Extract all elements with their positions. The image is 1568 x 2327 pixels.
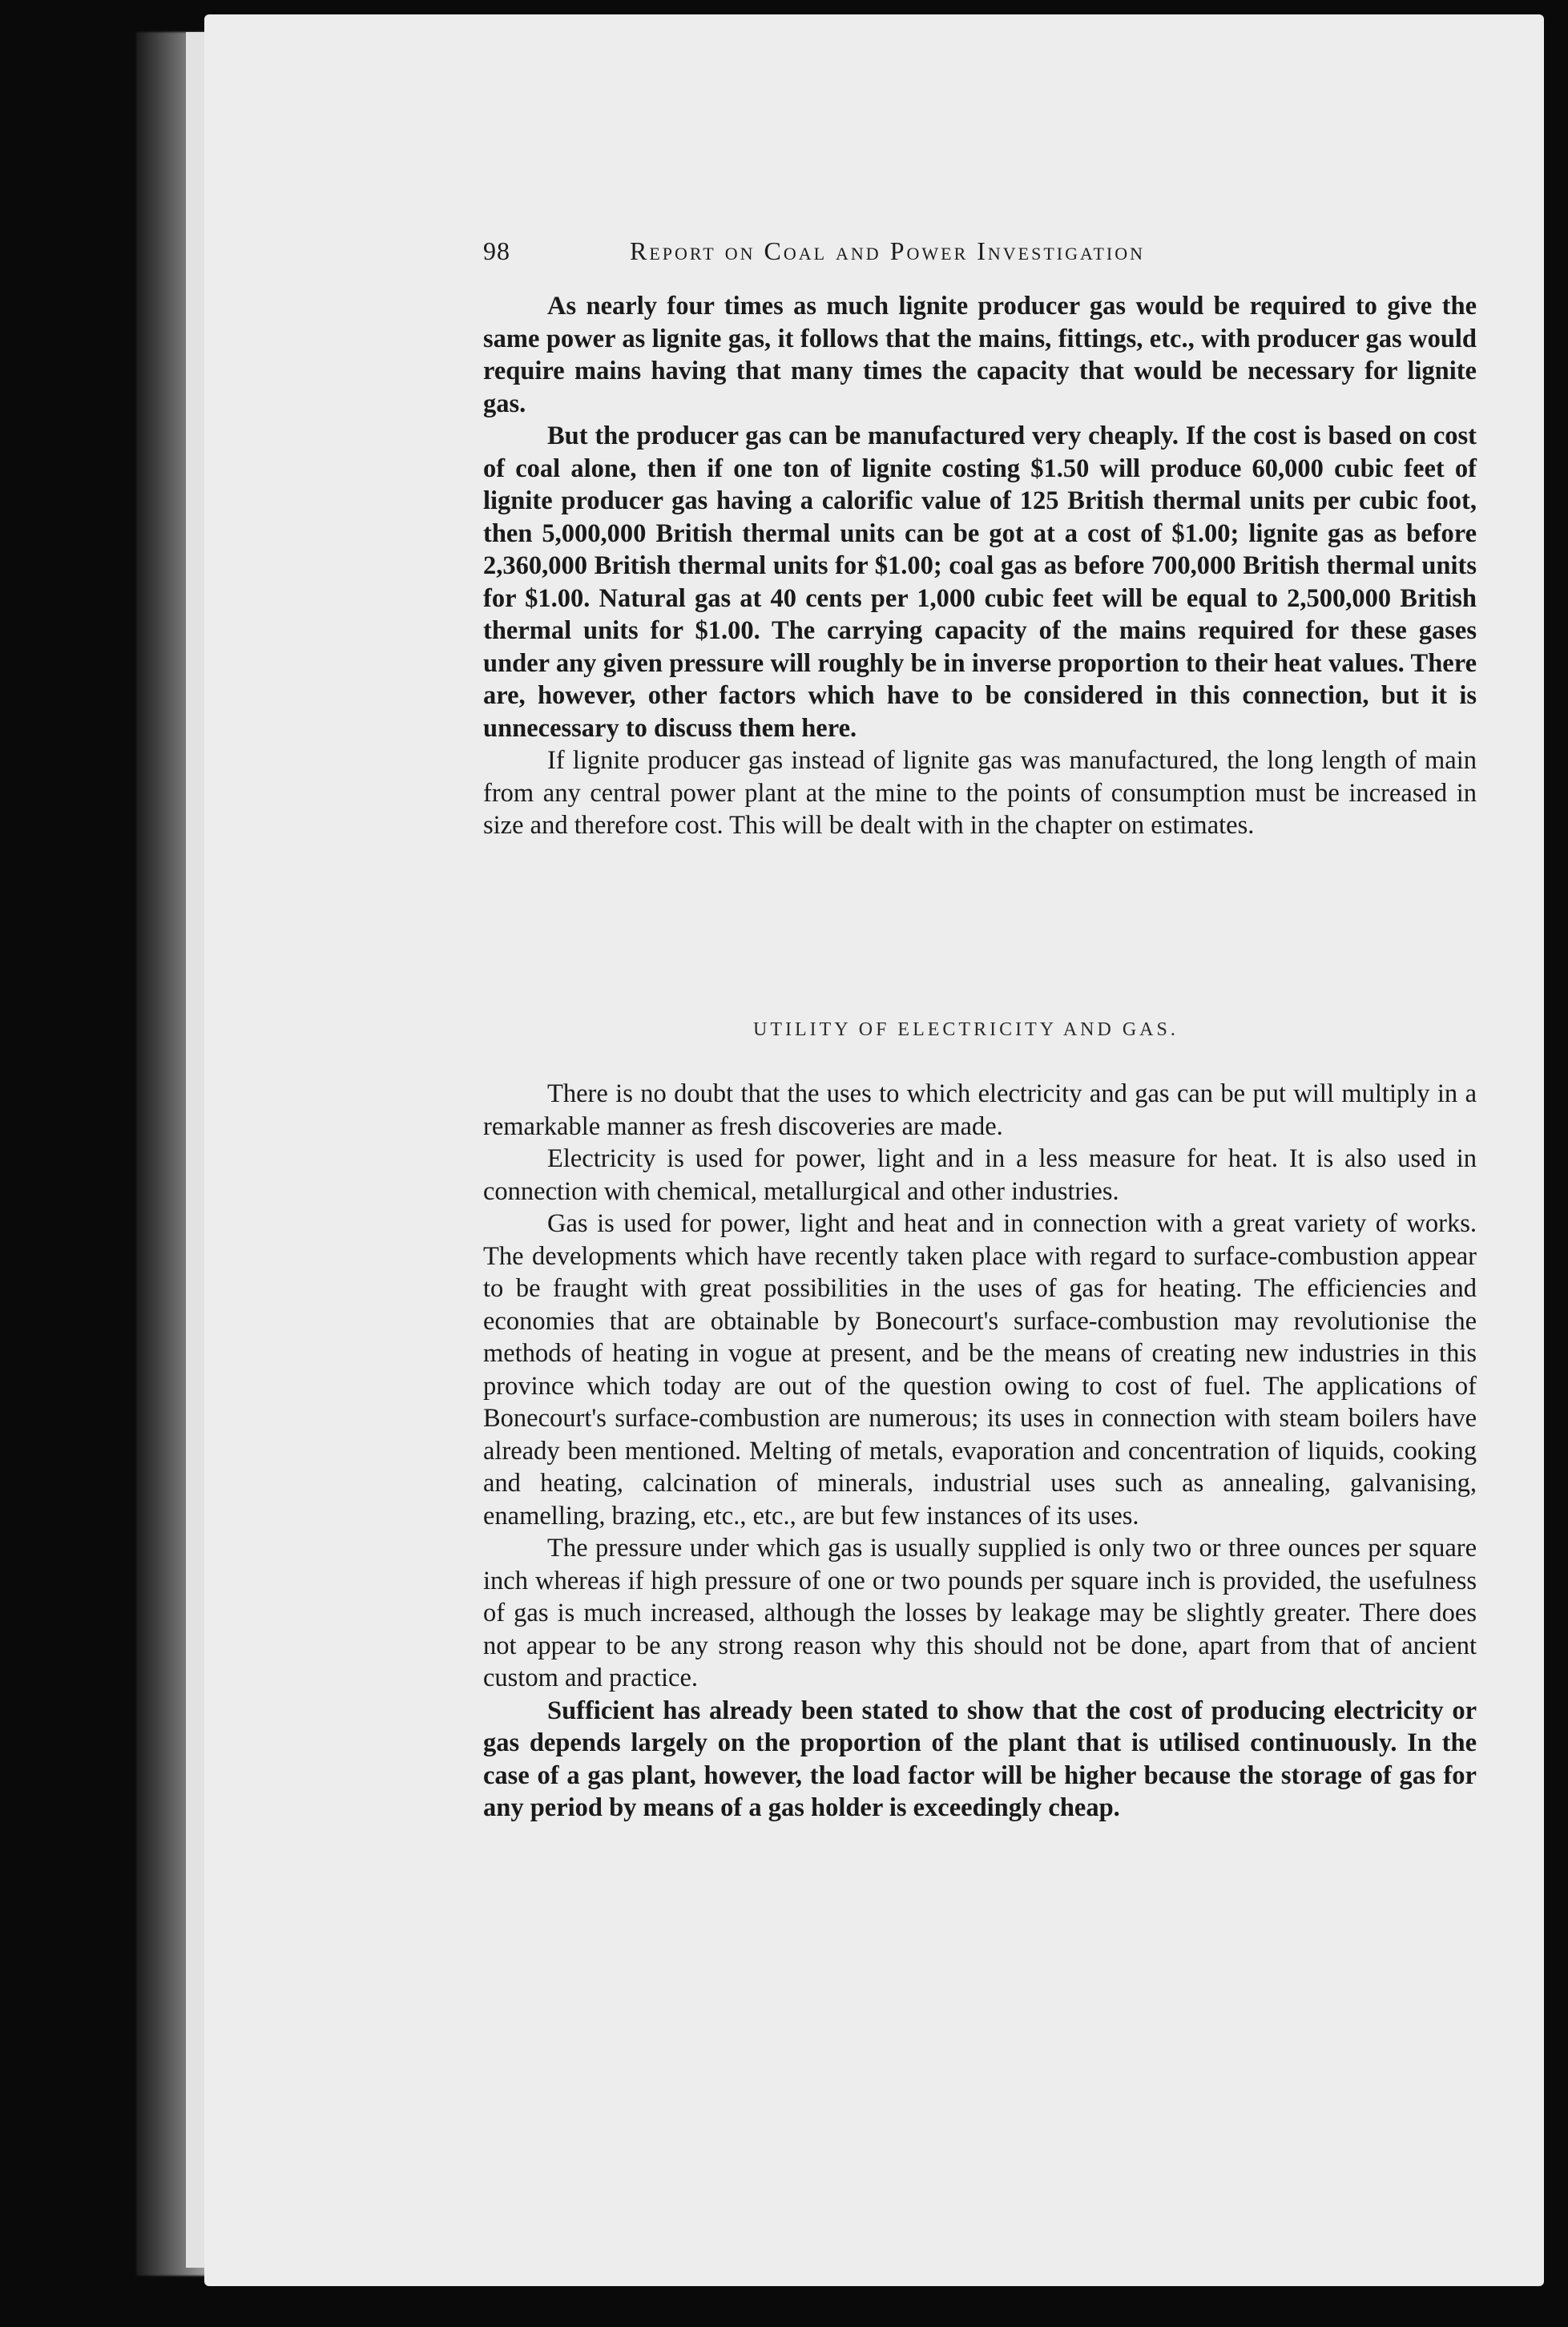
paragraph: As nearly four times as much lignite producer gas would be required to give the same power as lignite gas, it follows that the mains, fittings, etc., with producer gas would require mains having that many times the capacity that would be necessary for lignite gas. [483, 292, 1477, 418]
paragraph: There is no doubt that the uses to which electricity and gas can be put will multiply in a remarkable manner as fresh discoveries are made. [483, 1079, 1477, 1141]
page-number: 98 [483, 236, 510, 265]
running-header [483, 236, 1324, 268]
section-heading: UTILITY OF ELECTRICITY AND GAS. [753, 1019, 1179, 1040]
text-block-top [483, 290, 1477, 842]
paragraph: If lignite producer gas instead of lignite gas was manufactured, the long length of main from any central power plant at the mine to the points of consumption must be increased in size and therefore cost. This will be dealt with in the chapter on estimates. [483, 746, 1477, 840]
paragraph: The pressure under which gas is usually supplied is only two or three ounces per square inch whereas if high pressure of one or two pounds per square inch is provided, the usefulness of gas is much increased, although the losses by leakage may be slightly greater. There does not appear to be any strong reason why this should not be done, apart from that of ancient custom and practice. [483, 1534, 1477, 1692]
paragraph: Gas is used for power, light and heat and in connection with a great variety of works. The developments which have recently taken place with regard to surface-combustion appear to be fraught with great possibilities in the uses of gas for heating. The efficiencies and economies that are obtainable by Bonecourt's surface-combustion may revolutionise the methods of heating in vogue at present, and be the means of creating new industries in this province which today are out of the question owing to cost of fuel. The applications of Bonecourt's surface-combustion are numerous; its uses in connection with steam boilers have already been mentioned. Melting of metals, evaporation and concentration of liquids, cooking and heating, calcination of minerals, industrial uses such as annealing, galvanising, enamelling, brazing, etc., etc., are but few instances of its uses. [483, 1209, 1477, 1530]
paragraph: But the producer gas can be manufactured very cheaply. If the cost is based on cost of coal alone, then if one ton of lignite costing $1.50 will produce 60,000 cubic feet of lignite producer gas having a calorific value of 125 British thermal units per cubic foot, then 5,000,000 British thermal units can be got at a cost of $1.00; lignite gas as before 2,360,000 British thermal units for $1.00; coal gas as before 700,000 British thermal units for $1.00. Natural gas at 40 cents per 1,000 cubic feet will be equal to 2,500,000 British thermal units for $1.00. The carrying capacity of the mains required for these gases under any given pressure will roughly be in inverse proportion to their heat values. There are, however, other factors which have to be considered in this connection, but it is unnecessary to discuss them here. [483, 421, 1477, 743]
text-block-bottom [483, 1078, 1477, 1825]
paragraph: Sufficient has already been stated to show that the cost of producing electricity or gas depends largely on the proportion of the plant that is utilised continuously. In the case of a gas plant, however, the load factor will be higher because the storage of gas for any period by means of a gas holder is exceedingly cheap. [483, 1696, 1477, 1822]
running-title: Report on Coal and Power Investigation [630, 236, 1146, 265]
paragraph: Electricity is used for power, light and in a less measure for heat. It is also used in connection with chemical, metallurgical and other industries. [483, 1144, 1477, 1206]
